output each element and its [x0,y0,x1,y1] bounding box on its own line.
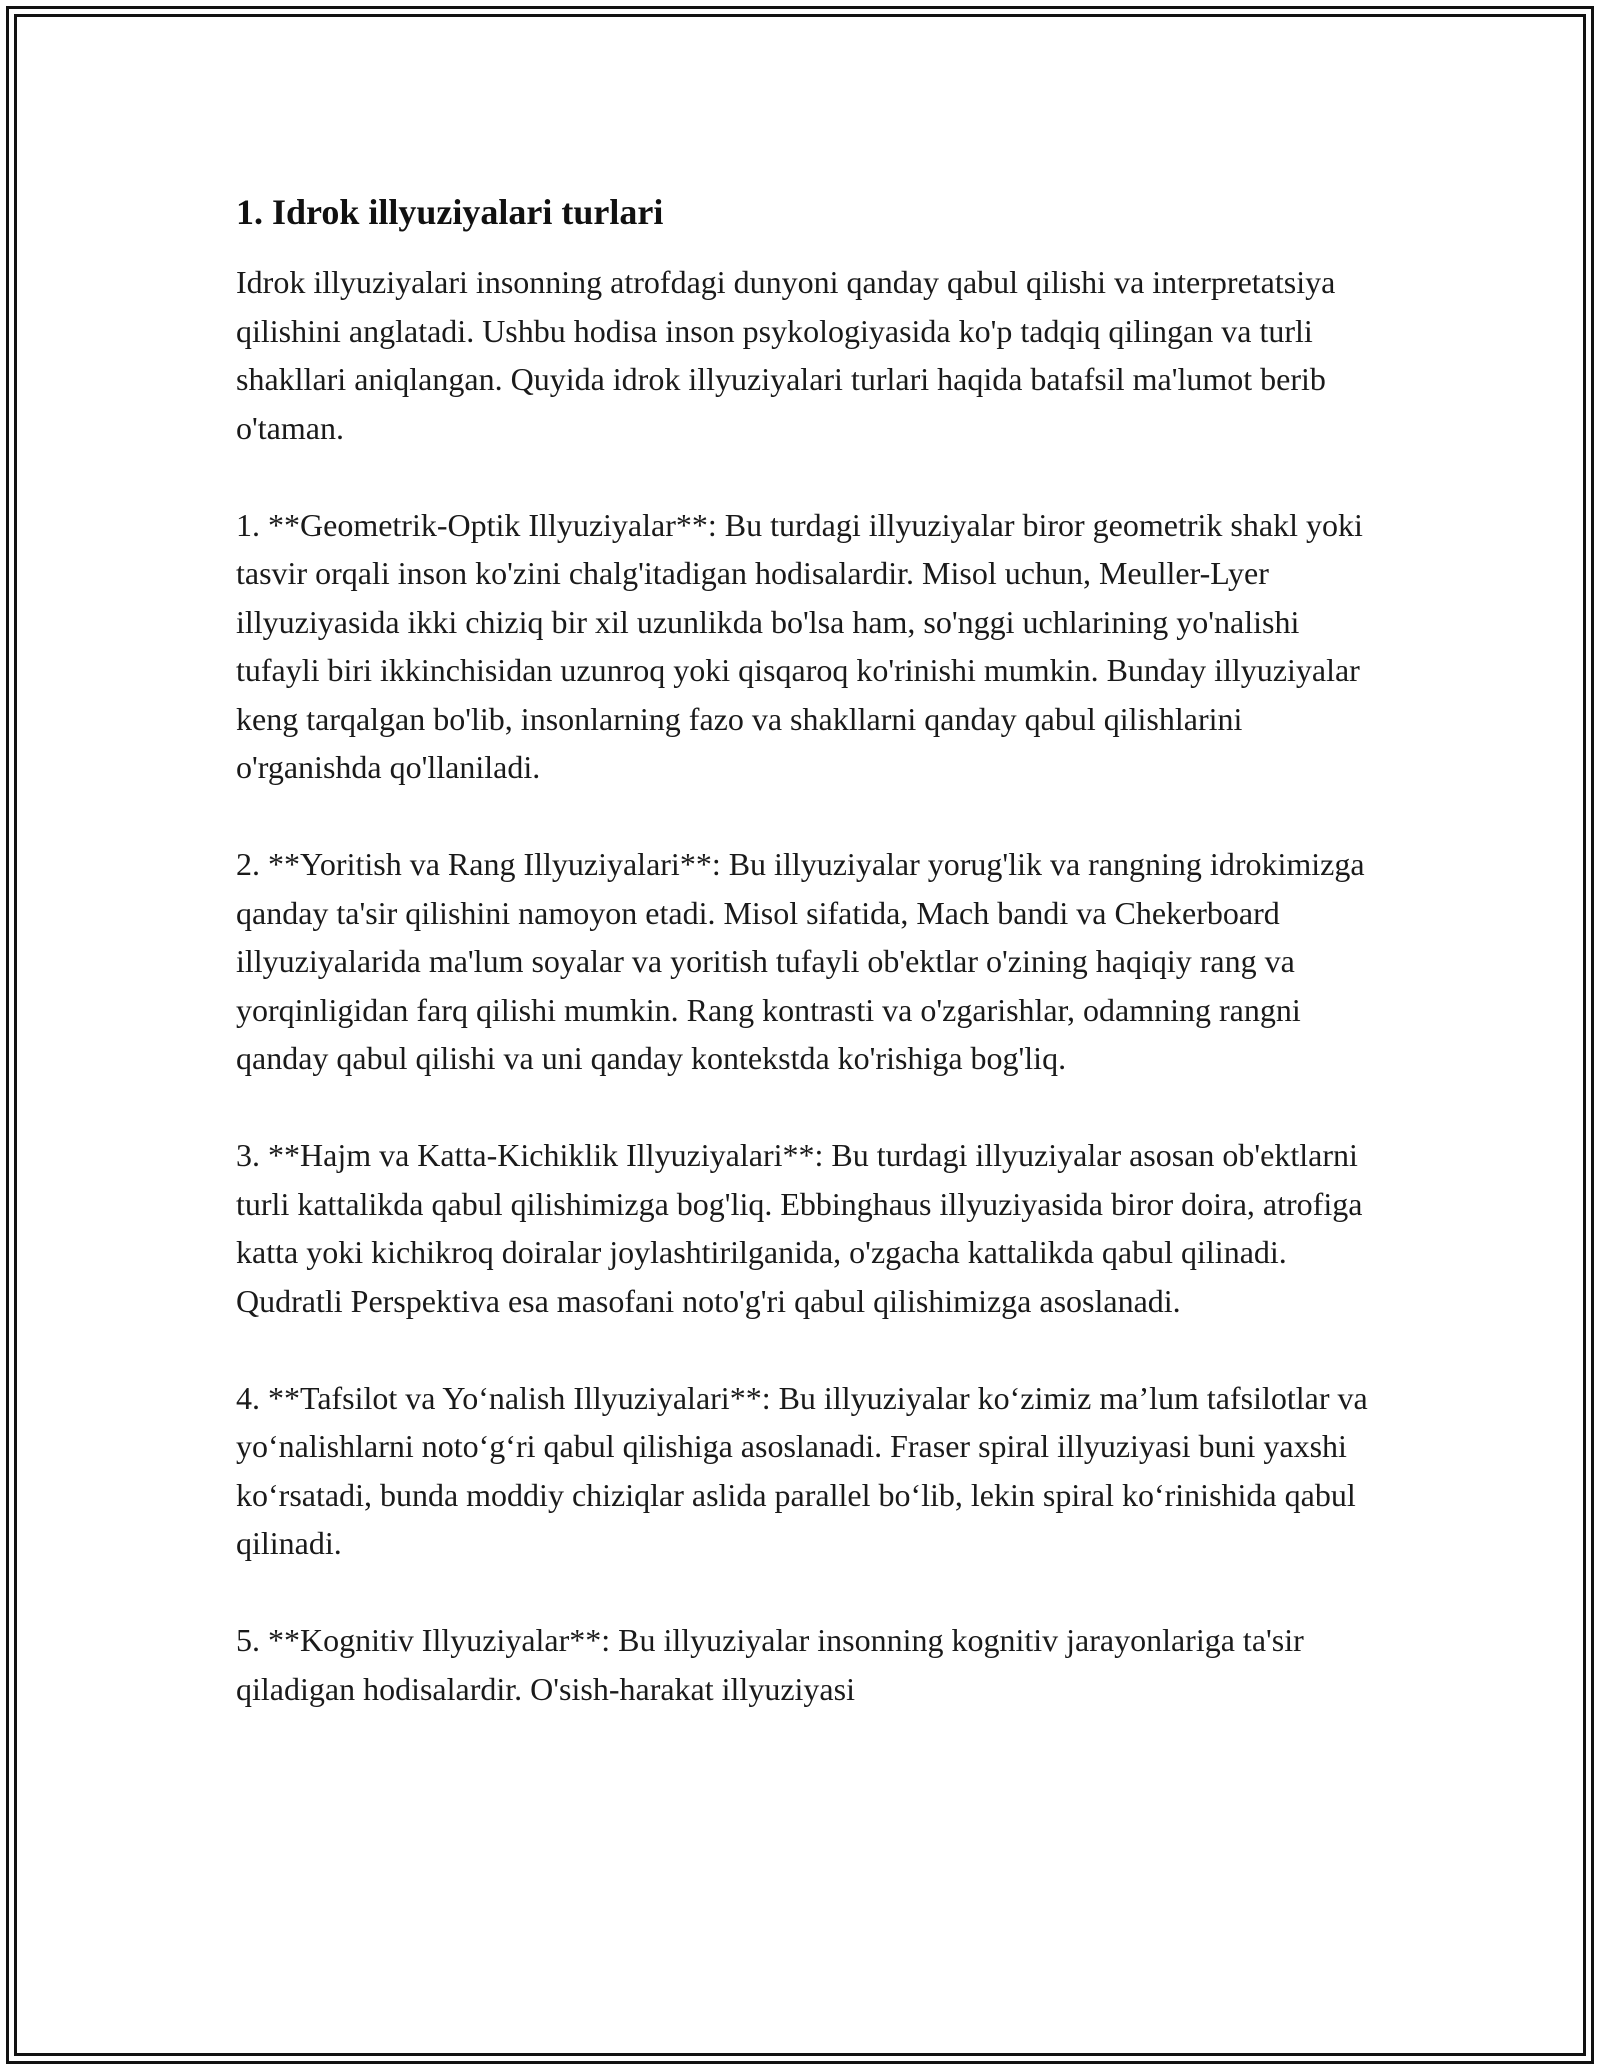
paragraph-cognitive: 5. **Kognitiv Illyuziyalar**: Bu illyuziyalar insonning kognitiv jarayonlariga ta'sir qiladigan hodisalardir. O'sish-harakat illyuziyasi [236,1622,1304,1707]
intro-paragraph: Idrok illyuziyalari insonning atrofdagi dunyoni qanday qabul qilishi va interpretatsiya qilishini anglatadi. Ushbu hodisa inson psykologiyasida ko'p tadqiq qilingan va turli shakllari aniqlangan. Quyida idrok illyuziyalari turlari haqida batafsil ma'lumot berib o'taman. [236,264,1336,446]
paragraph-detail-direction: 4. **Tafsilot va Yoʻnalish Illyuziyalari**: Bu illyuziyalar koʻzimiz maʼlum tafsilotlar va yoʻnalishlarni notoʻgʻri qabul qilishiga asoslanadi. Fraser spiral illyuziyasi buni yaxshi koʻrsatadi, bunda moddiy chiziqlar aslida parallel boʻlib, lekin spiral koʻrinishida qabul qilinadi. [236,1379,1368,1561]
paragraph-size: 3. **Hajm va Katta-Kichiklik Illyuziyalari**: Bu turdagi illyuziyalar asosan ob'ektlarni turli kattalikda qabul qilishimizga bog'liq. Ebbinghaus illyuziyasida biror doira, atrofiga katta yoki kichikroq doiralar joylashtirilganida, o'zgacha kattalikda qabul qilinadi. Qudratli Perspektiva esa masofani noto'g'ri qabul qilishimizga asoslanadi. [236,1137,1363,1319]
section-heading: 1. Idrok illyuziyalari turlari [236,192,664,232]
paragraph-geometric-optical: 1. **Geometrik-Optik Illyuziyalar**: Bu turdagi illyuziyalar biror geometrik shakl yoki tasvir orqali inson ko'zini chalg'itadigan hodisalardir. Misol uchun, Meuller-Lyer illyuziyasida ikki chiziq bir xil uzunlikda bo'lsa ham, so'nggi uchlarining yo'nalishi tufayli biri ikkinchisidan uzunroq yoki qisqaroq ko'rinishi mumkin. Bunday illyuziyalar keng tarqalgan bo'lib, insonlarning fazo va shakllarni qanday qabul qilishlarini o'rganishda qo'llaniladi. [236,506,1363,785]
document-body [236,188,1376,1762]
paragraph-lighting-color: 2. **Yoritish va Rang Illyuziyalari**: Bu illyuziyalar yorug'lik va rangning idrokimizga qanday ta'sir qilishini namoyon etadi. Misol sifatida, Mach bandi va Chekerboard illyuziyalarida ma'lum soyalar va yoritish tufayli ob'ektlar o'zining haqiqiy rang va yorqinligidan farq qilishi mumkin. Rang kontrasti va o'zgarishlar, odamning rangni qanday qabul qilishi va uni qanday kontekstda ko'rishiga bog'liq. [236,846,1365,1076]
